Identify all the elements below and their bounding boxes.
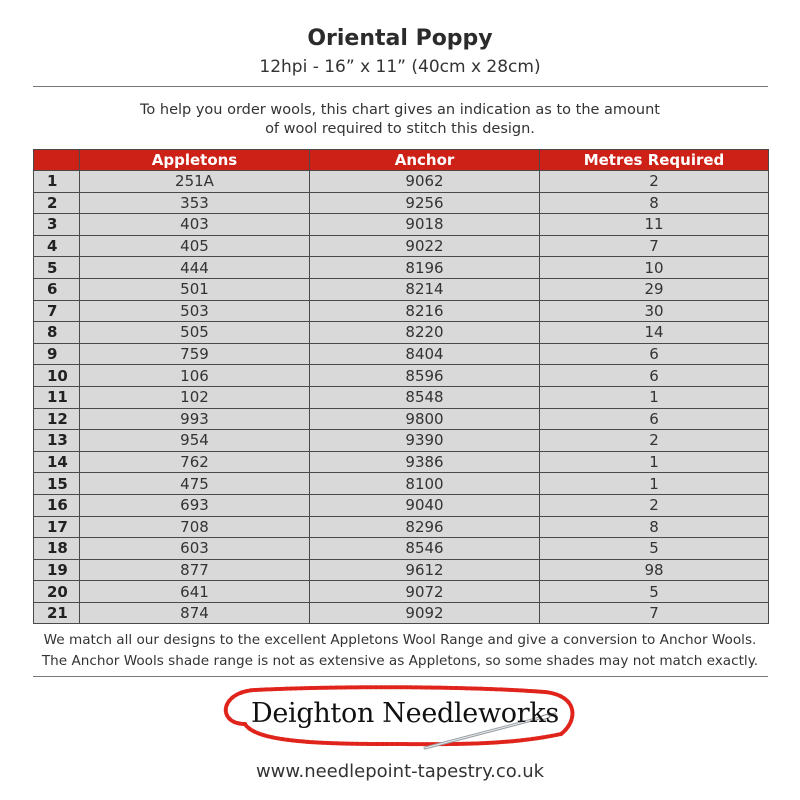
divider-bottom	[33, 676, 768, 677]
table-row	[34, 602, 769, 624]
appletons-cell: 353	[80, 192, 310, 214]
row-number-cell: 1	[34, 171, 80, 193]
appletons-cell: 444	[80, 257, 310, 279]
wool-table	[33, 149, 769, 624]
table-row	[34, 473, 769, 495]
anchor-cell: 8596	[310, 365, 540, 387]
table-row	[34, 214, 769, 236]
metres-cell: 29	[540, 278, 769, 300]
anchor-cell: 9072	[310, 581, 540, 603]
appletons-cell: 405	[80, 235, 310, 257]
anchor-cell: 9612	[310, 559, 540, 581]
appletons-cell: 993	[80, 408, 310, 430]
row-number-cell: 10	[34, 365, 80, 387]
column-header-number	[34, 150, 80, 171]
table-row	[34, 451, 769, 473]
row-number-cell: 20	[34, 581, 80, 603]
anchor-cell: 8214	[310, 278, 540, 300]
metres-cell: 10	[540, 257, 769, 279]
row-number-cell: 19	[34, 559, 80, 581]
appletons-cell: 954	[80, 430, 310, 452]
appletons-cell: 759	[80, 343, 310, 365]
row-number-cell: 16	[34, 494, 80, 516]
anchor-cell: 8546	[310, 538, 540, 560]
anchor-cell: 8196	[310, 257, 540, 279]
row-number-cell: 21	[34, 602, 80, 624]
table-row	[34, 494, 769, 516]
metres-cell: 8	[540, 192, 769, 214]
metres-cell: 2	[540, 430, 769, 452]
row-number-cell: 6	[34, 278, 80, 300]
website-link[interactable]: www.needlepoint-tapestry.co.uk	[255, 761, 545, 782]
intro-line-2: of wool required to stitch this design.	[265, 121, 535, 137]
row-number-cell: 17	[34, 516, 80, 538]
anchor-cell: 8296	[310, 516, 540, 538]
footer-note	[0, 630, 800, 672]
row-number-cell: 4	[34, 235, 80, 257]
appletons-cell: 603	[80, 538, 310, 560]
intro-line-1: To help you order wools, this chart gives an indication as to the amount	[140, 102, 660, 118]
anchor-cell: 8404	[310, 343, 540, 365]
brand-logo	[215, 684, 585, 754]
anchor-cell: 9092	[310, 602, 540, 624]
metres-cell: 7	[540, 602, 769, 624]
table-row	[34, 538, 769, 560]
table-row	[34, 386, 769, 408]
anchor-cell: 9062	[310, 171, 540, 193]
table-row	[34, 430, 769, 452]
metres-cell: 6	[540, 365, 769, 387]
table-row	[34, 408, 769, 430]
divider-top	[33, 86, 768, 87]
row-number-cell: 18	[34, 538, 80, 560]
table-row	[34, 322, 769, 344]
page-title: Oriental Poppy	[307, 26, 493, 51]
metres-cell: 5	[540, 581, 769, 603]
column-header-metres: Metres Required	[540, 150, 769, 171]
row-number-cell: 14	[34, 451, 80, 473]
row-number-cell: 15	[34, 473, 80, 495]
anchor-cell: 8220	[310, 322, 540, 344]
column-header-appletons: Appletons	[80, 150, 310, 171]
metres-cell: 6	[540, 343, 769, 365]
page-subtitle: 12hpi - 16” x 11” (40cm x 28cm)	[259, 57, 541, 77]
appletons-cell: 762	[80, 451, 310, 473]
appletons-cell: 403	[80, 214, 310, 236]
row-number-cell: 7	[34, 300, 80, 322]
appletons-cell: 503	[80, 300, 310, 322]
footer-line-1: We match all our designs to the excellent Appletons Wool Range and give a conversion to Anchor Wools.	[43, 632, 757, 648]
column-header-anchor: Anchor	[310, 150, 540, 171]
row-number-cell: 8	[34, 322, 80, 344]
metres-cell: 11	[540, 214, 769, 236]
anchor-cell: 8548	[310, 386, 540, 408]
anchor-cell: 9040	[310, 494, 540, 516]
metres-cell: 2	[540, 494, 769, 516]
appletons-cell: 505	[80, 322, 310, 344]
appletons-cell: 106	[80, 365, 310, 387]
intro-text	[0, 101, 800, 139]
appletons-cell: 708	[80, 516, 310, 538]
row-number-cell: 9	[34, 343, 80, 365]
table-row	[34, 278, 769, 300]
appletons-cell: 475	[80, 473, 310, 495]
table-row	[34, 365, 769, 387]
appletons-cell: 641	[80, 581, 310, 603]
metres-cell: 7	[540, 235, 769, 257]
metres-cell: 1	[540, 451, 769, 473]
table-header-row	[34, 150, 769, 171]
anchor-cell: 8216	[310, 300, 540, 322]
appletons-cell: 877	[80, 559, 310, 581]
anchor-cell: 9256	[310, 192, 540, 214]
table-row	[34, 171, 769, 193]
appletons-cell: 501	[80, 278, 310, 300]
metres-cell: 1	[540, 473, 769, 495]
table-row	[34, 343, 769, 365]
brand-name: Deighton Needleworks	[251, 698, 559, 729]
appletons-cell: 251A	[80, 171, 310, 193]
anchor-cell: 8100	[310, 473, 540, 495]
row-number-cell: 12	[34, 408, 80, 430]
anchor-cell: 9800	[310, 408, 540, 430]
metres-cell: 98	[540, 559, 769, 581]
metres-cell: 2	[540, 171, 769, 193]
metres-cell: 5	[540, 538, 769, 560]
table-row	[34, 559, 769, 581]
anchor-cell: 9022	[310, 235, 540, 257]
metres-cell: 30	[540, 300, 769, 322]
table-row	[34, 235, 769, 257]
row-number-cell: 11	[34, 386, 80, 408]
row-number-cell: 2	[34, 192, 80, 214]
metres-cell: 6	[540, 408, 769, 430]
row-number-cell: 5	[34, 257, 80, 279]
appletons-cell: 102	[80, 386, 310, 408]
appletons-cell: 874	[80, 602, 310, 624]
anchor-cell: 9386	[310, 451, 540, 473]
table-row	[34, 300, 769, 322]
row-number-cell: 3	[34, 214, 80, 236]
row-number-cell: 13	[34, 430, 80, 452]
metres-cell: 14	[540, 322, 769, 344]
anchor-cell: 9018	[310, 214, 540, 236]
table-row	[34, 257, 769, 279]
metres-cell: 8	[540, 516, 769, 538]
table-row	[34, 192, 769, 214]
anchor-cell: 9390	[310, 430, 540, 452]
footer-line-2: The Anchor Wools shade range is not as extensive as Appletons, so some shades may not match exactly.	[41, 653, 759, 669]
metres-cell: 1	[540, 386, 769, 408]
appletons-cell: 693	[80, 494, 310, 516]
table-row	[34, 581, 769, 603]
table-row	[34, 516, 769, 538]
